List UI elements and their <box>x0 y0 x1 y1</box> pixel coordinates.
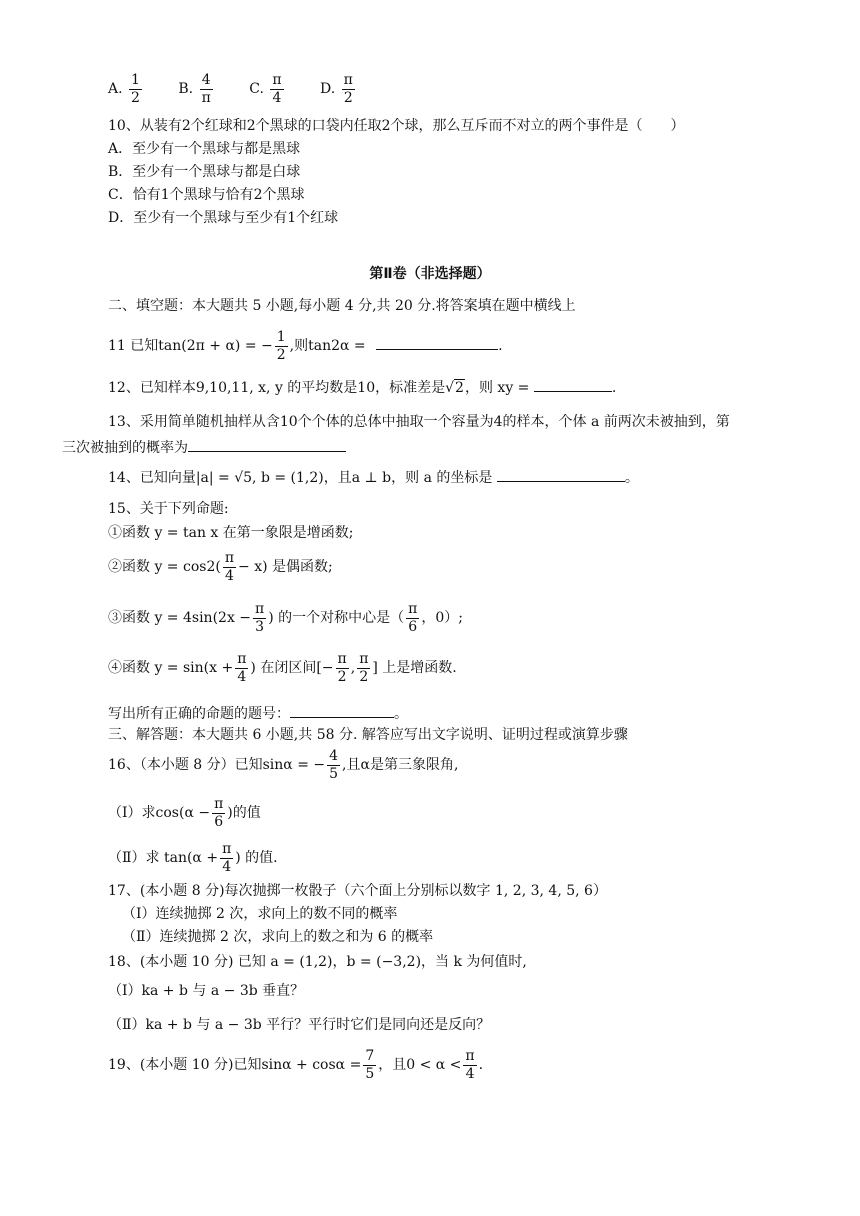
q9-option-d: D. $\frac{\pi}{2}$ <box>320 71 353 106</box>
q15-ask: 写出所有正确的命题的题号： 。 <box>108 703 408 723</box>
q9-option-a: A. $\frac{1}{2}$ <box>108 71 140 106</box>
q11: 11 已知tan(2π + α) = − $\frac{1}{2}$ ,则tan2α = . <box>108 328 503 363</box>
q9-option-b: B. $\frac{4}{\pi}$ <box>178 71 211 106</box>
part2-title: 第Ⅱ卷（非选择题） <box>369 266 491 282</box>
q18-part1: （Ⅰ）ka + b 与 a − 3b 垂直？ <box>108 983 305 999</box>
q16-part1: （Ⅰ）求cos(α − $\frac{\pi}{6}$ )的值 <box>108 795 261 830</box>
q15-prop1: ①函数 y = tan x 在第一象限是增函数; <box>108 525 354 541</box>
q17-part2: （Ⅱ）连续抛掷 2 次，求向上的数之和为 6 的概率 <box>122 929 434 945</box>
q17-stem: 17、(本小题 8 分)每次抛掷一枚骰子（六个面上分别标以数字 1, 2, 3, 4, 5, 6） <box>108 883 607 899</box>
q16-stem: 16、（本小题 8 分）已知sinα = − $\frac{4}{5}$ ,且α是第三象限角, <box>108 747 459 782</box>
q12-answer-blank[interactable] <box>534 377 612 392</box>
q14: 14、已知向量|a| = √5, b = (1,2)，且a ⊥ b，则 a 的坐标是 。 <box>108 467 639 487</box>
q15-prop2: ②函数 y = cos2( $\frac{\pi}{4}$ − x) 是偶函数; <box>108 549 333 584</box>
q13-line2: 三次被抽到的概率为 <box>62 437 346 457</box>
q10-option-a: A．至少有一个黑球与都是黑球 <box>108 141 301 157</box>
q15-answer-blank[interactable] <box>290 703 394 718</box>
q10-option-b: B．至少有一个黑球与都是白球 <box>108 164 301 180</box>
section3-heading: 三、解答题：本大题共 6 小题,共 58 分. 解答应写出文字说明、证明过程或演算步骤 <box>108 727 628 743</box>
q9-option-c: C. $\frac{\pi}{4}$ <box>249 71 282 106</box>
q18-stem: 18、(本小题 10 分) 已知 a = (1,2)，b = (−3,2)，当 k 为何值时, <box>108 954 527 970</box>
q13-answer-blank[interactable] <box>188 437 346 452</box>
q15-prop4: ④函数 y = sin(x + $\frac{\pi}{4}$ ) 在闭区间[− $\frac{\pi}{2}$ , $\frac{\pi}{2}$ ] 上是增函数. <box>108 650 457 685</box>
q13-line1: 13、采用简单随机抽样从含10个个体的总体中抽取一个容量为4的样本，个体 a 前两次未被抽到，第 <box>108 414 730 430</box>
q17-part1: （Ⅰ）连续抛掷 2 次，求向上的数不同的概率 <box>122 906 398 922</box>
q12: 12、已知样本9,10,11, x, y 的平均数是10，标准差是√2，则 xy = . <box>108 377 616 397</box>
q15-title: 15、关于下列命题: <box>108 501 229 517</box>
q14-answer-blank[interactable] <box>497 467 625 482</box>
q15-prop3: ③函数 y = 4sin(2x − $\frac{\pi}{3}$ ) 的一个对称中心是（ $\frac{\pi}{6}$ ，0）; <box>108 600 463 635</box>
q11-answer-blank[interactable] <box>376 335 498 350</box>
q10-option-c: C．恰有1个黑球与恰有2个黑球 <box>108 187 305 203</box>
q10-stem: 10、从装有2个红球和2个黑球的口袋内任取2个球，那么互斥而不对立的两个事件是（ ） <box>108 118 685 134</box>
section2-heading: 二、填空题：本大题共 5 小题,每小题 4 分,共 20 分.将答案填在题中横线上 <box>108 298 576 314</box>
q10-option-d: D．至少有一个黑球与至少有1个红球 <box>108 210 339 226</box>
q9-options <box>108 69 357 109</box>
q16-part2: （Ⅱ）求 tan(α + $\frac{\pi}{4}$ ) 的值. <box>108 840 278 875</box>
q19: 19、(本小题 10 分)已知sinα + cosα = $\frac{7}{5}$ ，且0 < α < $\frac{\pi}{4}$ . <box>108 1047 484 1082</box>
q18-part2: （Ⅱ）ka + b 与 a − 3b 平行？平行时它们是同向还是反向？ <box>108 1017 491 1033</box>
